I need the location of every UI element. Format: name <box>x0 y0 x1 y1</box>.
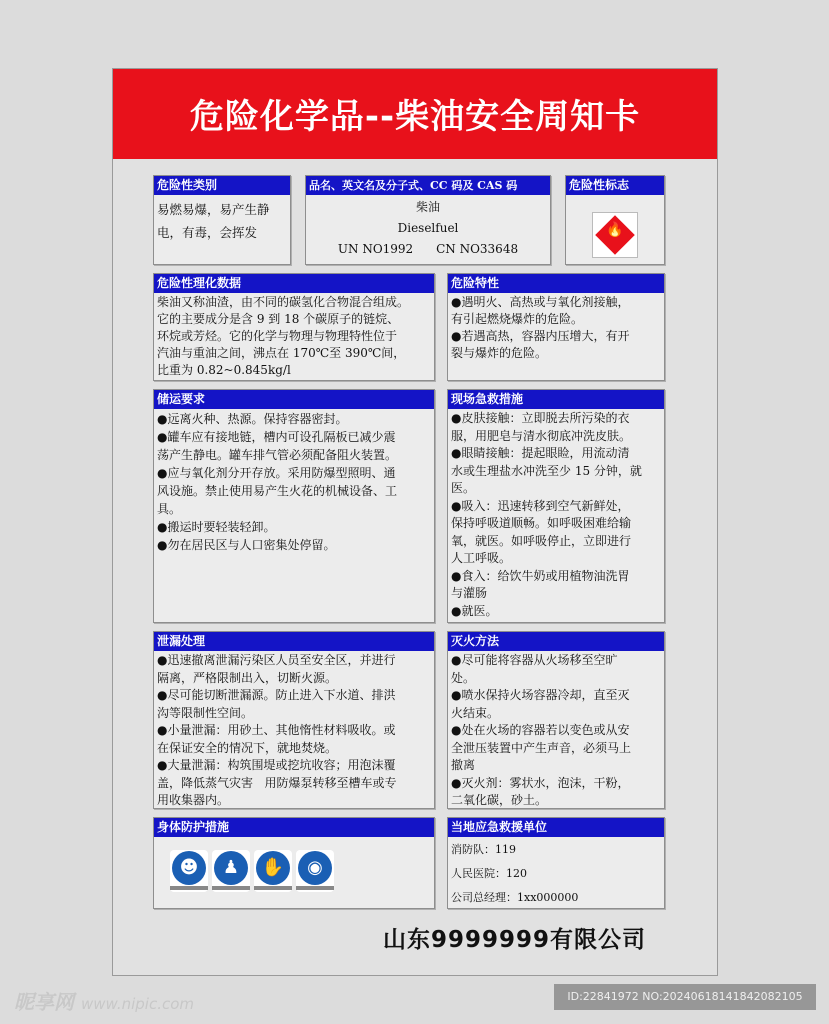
hazard-props-header: 危险特性 <box>448 274 664 293</box>
text-line: 与灌肠 <box>451 586 488 600</box>
text-line: 具。 <box>157 502 182 516</box>
company-name: 山东9999999有限公司 <box>383 927 647 953</box>
manager-line: 公司总经理：1xx000000 <box>451 891 579 904</box>
text-line: ●眼睛接触：提起眼睑，用流动清 <box>451 446 630 460</box>
text-line: 全泄压装置中产生声音，必须马上 <box>451 740 632 755</box>
emergency-header: 当地应急救援单位 <box>448 818 664 837</box>
text-line: ●应与氧化剂分开存放。采用防爆型照明、通 <box>157 466 396 480</box>
flame-icon: 🔥 <box>606 222 624 238</box>
english-name: Dieselfuel <box>397 221 459 235</box>
text-line: ●遇明火、高热或与氧化剂接触， <box>451 295 630 309</box>
emergency-box <box>447 817 665 909</box>
safety-card <box>112 68 718 976</box>
text-line: 隔离，严格限制出入，切断火源。 <box>157 670 338 685</box>
physchem-box <box>153 273 435 381</box>
text-line: 它的主要成分是含 9 到 18 个碳原子的链烷、 <box>157 312 400 326</box>
text-line: ●处在火场的容器若以变色或从安 <box>451 723 630 737</box>
gloves-icon <box>254 850 292 892</box>
text-line: 水或生理盐水冲洗至少 15 分钟，就 <box>451 463 642 478</box>
storage-header: 储运要求 <box>154 390 434 409</box>
names-box <box>305 175 551 265</box>
product-name: 柴油 <box>415 200 440 214</box>
fire-header: 灭火方法 <box>448 632 664 651</box>
first-aid-header: 现场急救措施 <box>448 390 664 409</box>
respirator-icon <box>170 850 208 892</box>
names-header: 品名、英文名及分子式、CC 码及 CAS 码 <box>306 176 550 195</box>
hospital-line: 人民医院：120 <box>451 867 527 880</box>
text-line: 氧，就医。如呼吸停止，立即进行 <box>451 533 632 548</box>
first-aid-box <box>447 389 665 623</box>
hazard-class-body <box>154 195 290 244</box>
text-line: 二氧化碳，砂土。 <box>451 793 548 807</box>
first-aid-body <box>448 409 664 620</box>
icon-caption-bar <box>170 886 208 890</box>
watermark-site-name: 昵享网 <box>14 990 74 1014</box>
ppe-box <box>153 817 435 909</box>
hazard-sign-box <box>565 175 665 265</box>
text-line: 医。 <box>451 481 476 495</box>
emergency-body <box>448 837 664 910</box>
text-line: 处。 <box>451 670 476 685</box>
gloves-icon-circle: ✋ <box>256 851 290 885</box>
text-line: 电，有毒，会挥发 <box>157 225 258 240</box>
text-line: 风设施。禁止使用易产生火花的机械设备、工 <box>157 484 398 498</box>
fire-body <box>448 651 664 810</box>
text-line: ●罐车应有接地链，槽内可设孔隔板已减少震 <box>157 430 396 444</box>
text-line: 比重为 0.82~0.845kg/l <box>157 363 291 377</box>
text-line: ●若遇高热，容器内压增大，有开 <box>451 329 630 343</box>
icon-caption-bar <box>254 886 292 890</box>
text-line: 火结束。 <box>451 705 500 720</box>
title-banner <box>113 69 717 159</box>
un-cn-codes: UN NO1992 CN NO33648 <box>337 242 519 256</box>
leak-body <box>154 651 434 810</box>
text-line: 柴油又称油渣，由不同的碳氢化合物混合组成。 <box>157 295 410 309</box>
text-line: ●迅速撤离泄漏污染区人员至安全区，并进行 <box>157 653 396 667</box>
text-line: ●大量泄漏：构筑围堤或挖坑收容；用泡沫覆 <box>157 758 396 772</box>
watermark-url: www.nipic.com <box>80 995 194 1013</box>
leak-box <box>153 631 435 809</box>
physchem-header: 危险性理化数据 <box>154 274 434 293</box>
text-line: 荡产生静电。罐车排气管必须配备阻火装置。 <box>157 448 398 462</box>
goggles-icon <box>296 850 334 892</box>
ppe-header: 身体防护措施 <box>154 818 434 837</box>
text-line: ●灭火剂：雾状水，泡沫，干粉， <box>451 775 630 790</box>
text-line: ●远离火种、热源。保持容器密封。 <box>157 412 348 426</box>
text-line: ●吸入：迅速转移到空气新鲜处， <box>451 498 630 513</box>
protective-suit-icon-circle: ♟ <box>214 851 248 885</box>
text-line: ●尽可能将容器从火场移至空旷 <box>451 653 618 667</box>
text-line: 有引起燃烧爆炸的危险。 <box>451 312 584 326</box>
names-body <box>306 195 550 260</box>
hazard-class-header: 危险性类别 <box>154 176 290 195</box>
text-line: ●皮肤接触：立即脱去所污染的衣 <box>451 411 630 425</box>
text-line: ●喷水保持火场容器冷却，直至灭 <box>451 688 630 702</box>
watermark-site <box>14 986 194 1015</box>
text-line: 保持呼吸道顺畅。如呼吸困难给输 <box>451 516 632 530</box>
text-line: 在保证安全的情况下，就地焚烧。 <box>157 740 338 755</box>
text-line: ●小量泄漏：用砂土、其他惰性材料吸收。或 <box>157 723 396 737</box>
hazard-props-body <box>448 293 664 362</box>
text-line: 盖，降低蒸气灾害 用防爆泵转移至槽车或专 <box>157 775 397 790</box>
text-line: 汽油与重油之间，沸点在 170℃至 390℃间， <box>157 346 406 360</box>
page-title: 危险化学品--柴油安全周知卡 <box>189 97 641 137</box>
hazard-sign-header: 危险性标志 <box>566 176 664 195</box>
goggles-icon-circle: ◉ <box>298 851 332 885</box>
text-line: 撤离 <box>451 758 476 772</box>
text-line: ●食入：给饮牛奶或用植物油洗胃 <box>451 568 630 583</box>
fire-box <box>447 631 665 809</box>
protective-suit-icon <box>212 850 250 892</box>
text-line: 用收集器内。 <box>157 793 230 807</box>
watermark-id: ID:22841972 NO:20240618141842082105 <box>554 984 816 1010</box>
fire-dept-line: 消防队：119 <box>451 843 516 856</box>
text-line: 易燃易爆，易产生静 <box>157 202 270 217</box>
storage-body <box>154 409 434 554</box>
text-line: ●搬运时要轻装轻卸。 <box>157 520 276 534</box>
icon-caption-bar <box>212 886 250 890</box>
text-line: ●勿在居民区与人口密集处停留。 <box>157 538 336 552</box>
hazard-props-box <box>447 273 665 381</box>
text-line: 裂与爆炸的危险。 <box>451 346 548 360</box>
icon-caption-bar <box>296 886 334 890</box>
text-line: 沟等限制性空间。 <box>157 705 254 720</box>
text-line: ●尽可能切断泄漏源。防止进入下水道、排洪 <box>157 688 396 702</box>
text-line: 环烷或芳烃。它的化学与物理与物理特性位于 <box>157 329 398 343</box>
text-line: 服，用肥皂与清水彻底冲洗皮肤。 <box>451 428 632 443</box>
leak-header: 泄漏处理 <box>154 632 434 651</box>
physchem-body <box>154 293 434 379</box>
storage-box <box>153 389 435 623</box>
hazard-class-box <box>153 175 291 265</box>
text-line: 人工呼吸。 <box>451 551 512 565</box>
respirator-icon-circle: ☻ <box>172 851 206 885</box>
flammable-diamond-icon <box>592 212 638 258</box>
text-line: ●就医。 <box>451 603 498 618</box>
